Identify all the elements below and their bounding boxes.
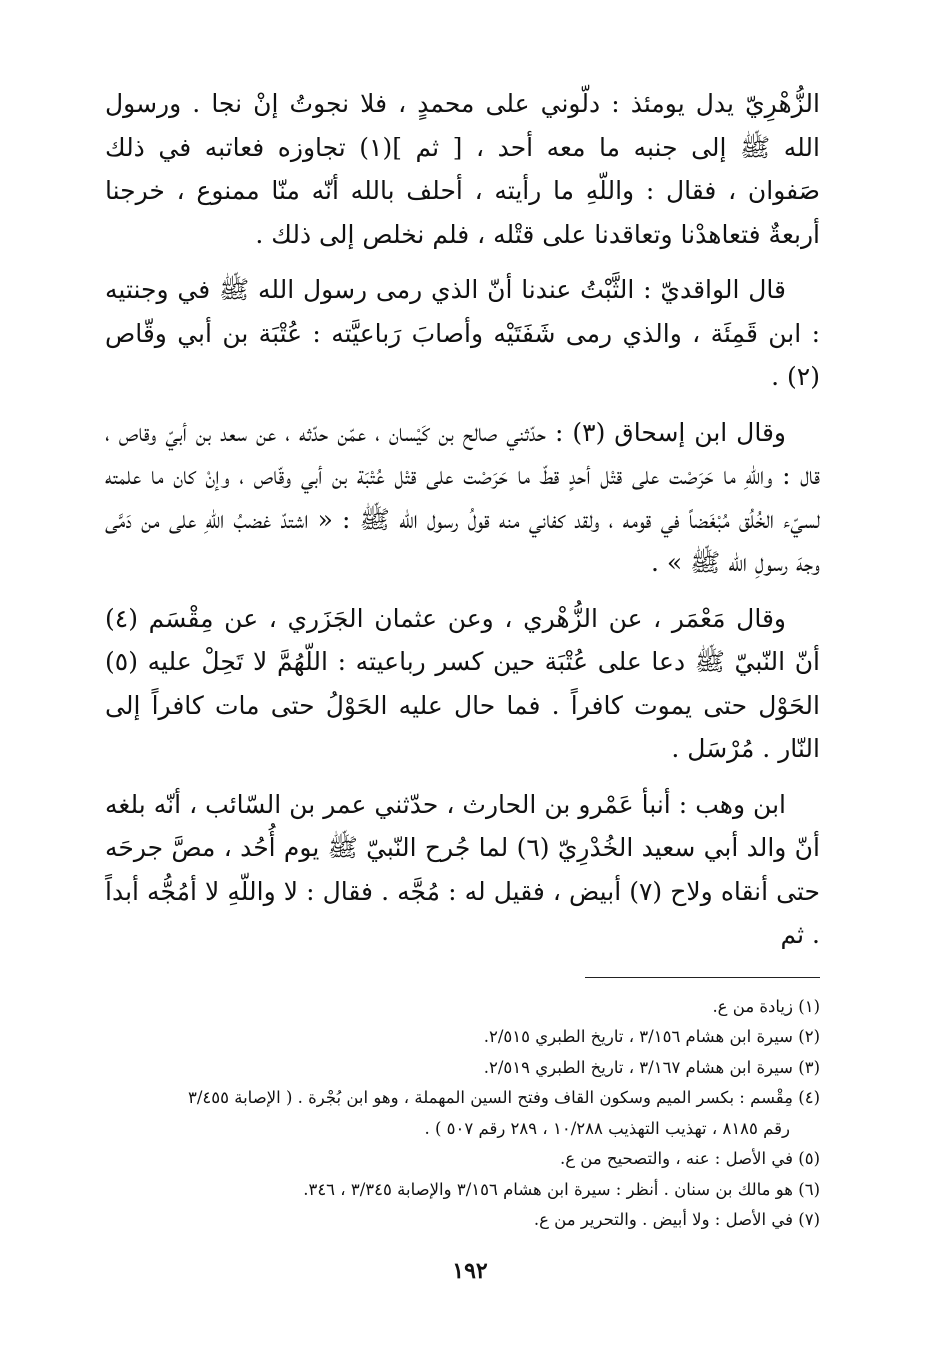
footnote-1: (١) زيادة من ع.	[712, 996, 820, 1016]
paragraph-5: ابن وهب : أنبأ عَمْرو بن الحارث ، حدّثني عمر بن السّائب ، أنّه بلغه أنّ والد أبي سعيد الخُدْرِيّ (٦) لما جُرح النّبيّ ﷺ يوم أُحُد ، مصَّ جرحَه حتى أنقاه ولاح (٧) أبيض ، فقيل له : مُجَّه . فقال : لا واللّهِ لا أمُجُّه أبداً . ثم	[105, 789, 821, 949]
footnote-divider	[585, 977, 820, 978]
footnote-4-continuation: رقم ٨١٨٥ ، تهذيب التهذيب ١٠/٢٨٨ ، ٢٨٩ رقم ٥٠٧ ) .	[424, 1118, 790, 1138]
paragraph-1: الزُّهْرِيّ يدل يومئذ : دلّوني على محمدٍ ، فلا نجوتُ إنْ نجا . ورسول الله ﷺ إلى جنبه ما معه أحد ، [ ثم ](١) تجاوزه فعاتبه في ذلك صَفوان ، فقال : واللّهِ ما رأيته ، أحلف بالله أنّه منّا ممنوع ، خرجنا أربعةٌ فتعاهدْنا وتعاقدنا على قتْله ، فلم نخلص إلى ذلك .	[105, 89, 820, 249]
paragraph-2: قال الواقديّ : الثَّبْتُ عندنا أنّ الذي رمى رسول الله ﷺ في وجنتيه : ابن قَمِئَة ، والذي رمى شَفَتَيْه وأصابَ رَباعيَّته : عُتْبَة بن أبي وقّاص (٢) .	[105, 275, 820, 391]
paragraph-3: وقال ابن إسحاق (٣) : حدّثني صالح بن كَيْسان ، عمّن حدّثه ، عن سعد بن أبيّ وقاص ، قال : واللّهِ ما حَرَصْت على قتْل أحدٍ قطّ ما حَرَصْت على قتْل عُتْبَة بن أبي وقّاص ، وإنْ كان ما علمته لسيّء الخُلُق مُبْغَضاً في قومه ، ولقد كفاني منه قولُ رسول الله ﷺ : « اشتدّ غضبُ اللّهِ على من دَمَّى وجهَ رسولِ الله ﷺ » .	[105, 417, 820, 577]
page-number: ١٩٢	[452, 1258, 488, 1284]
footnote-6: (٦) هو مالك بن سنان . أنظر : سيرة ابن هشام ٣/١٥٦ والإصابة ٣/٣٤٥ ، ٣٤٦.	[303, 1179, 820, 1199]
book-page	[105, 82, 820, 1365]
footnote-7: (٧) في الأصل : ولا أبيض . والتحرير من ع.	[533, 1210, 820, 1229]
footnotes	[105, 992, 820, 1236]
footnote-4-continued	[105, 1114, 820, 1145]
footnote-2: (٢) سيرة ابن هشام ٣/١٥٦ ، تاريخ الطبري ٢/٥١٥.	[483, 1027, 820, 1046]
footnote-4: (٤) مِقْسم : بكسر الميم وسكون القاف وفتح السين المهملة ، وهو ابن بُجْرة . ( الإصابة ٣/٤٥٥	[187, 1088, 820, 1107]
footnote-3: (٣) سيرة ابن هشام ٣/١٦٧ ، تاريخ الطبري ٢/٥١٩.	[483, 1057, 820, 1077]
paragraph-4: وقال مَعْمَر ، عن الزُّهْري ، وعن عثمان الجَزَري ، عن مِقْسَم (٤) أنّ النّبيّ ﷺ دعا على عُتْبَة حين كسر رباعيته : اللّهُمَّ لا تَحِلْ عليه (٥) الحَوْل حتى يموت كافراً . فما حال عليه الحَوْلُ حتى مات كافراً إلى النّار . مُرْسَل .	[105, 603, 820, 763]
footnote-5: (٥) في الأصل : عنه ، والتصحيح من ع.	[559, 1149, 820, 1168]
